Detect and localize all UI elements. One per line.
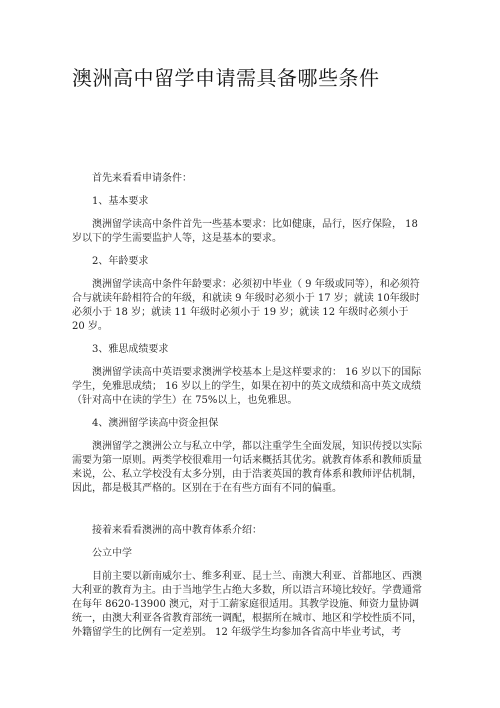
section-heading-funds: 4、澳洲留学读高中资金担保 [92,418,219,429]
section-heading-age: 2、年龄要求 [92,256,149,267]
paragraph-public: 目前主要以新南威尔士、维多利亚、昆士兰、南澳大利亚、首都地区、西澳大利亚的教育为主。由于当地学生占绝大多数，所以语言环境比较好。学费通常在每年 8620-13900 澳元，对于工薪家庭很适用。其教学设施、师资力量协调统一，由澳大利亚各省教育部统一调配，根据所在城市、地区和学校性质不同，外籍留学生的比例有一定差别。 12 年级学生均参加各省高中毕业考试，考 [72,571,422,638]
paragraph-age: 澳洲留学读高中条件年龄要求：必须初中毕业（ 9 年级或同等），和必须符合与就读年龄相符合的年级，和就读 9 年级时必须小于 17 岁；就读 10年级时必须小于 18 岁；就读 11 年级时必须小于 19 岁；就读 12 年级时必须小于 20 岁。 [72,279,420,332]
section-heading-ielts: 3、雅思成绩要求 [92,344,169,355]
page-title: 澳洲高中留学申请需具备哪些条件 [72,66,380,90]
paragraph-ielts: 澳洲留学读高中英语要求澳洲学校基本上是这样要求的： 16 岁以下的国际学生，免雅思成绩； 16 岁以上的学生，如果在初中的英文成绩和高中英文成绩（针对高中在读的学生）在 75%以上，也免雅思。 [72,367,422,406]
section-heading-public: 公立中学 [92,548,132,559]
section-heading-basic: 1、基本要求 [92,196,149,207]
paragraph-intro: 首先来看看申请条件： [92,173,192,184]
document-body [72,172,422,649]
paragraph-funds: 澳洲留学之澳洲公立与私立中学，都以注重学生全面发展，知识传授以实际需要为第一原则。两类学校很难用一句话来概括其优劣。就教育体系和教师质量来说，公、私立学校没有太多分别，由于浩袤英国的教育体系和教师评估机制，因此，都是极其严格的。区别在于在有些方面有不同的偏重。 [72,441,422,494]
paragraph-system-intro: 接着来看看澳洲的高中教育体系介绍： [92,525,262,536]
paragraph-basic: 澳洲留学读高中条件首先一些基本要求：比如健康，品行，医疗保险， 18 岁以下的学生需要监护人等，这是基本的要求。 [72,219,418,244]
